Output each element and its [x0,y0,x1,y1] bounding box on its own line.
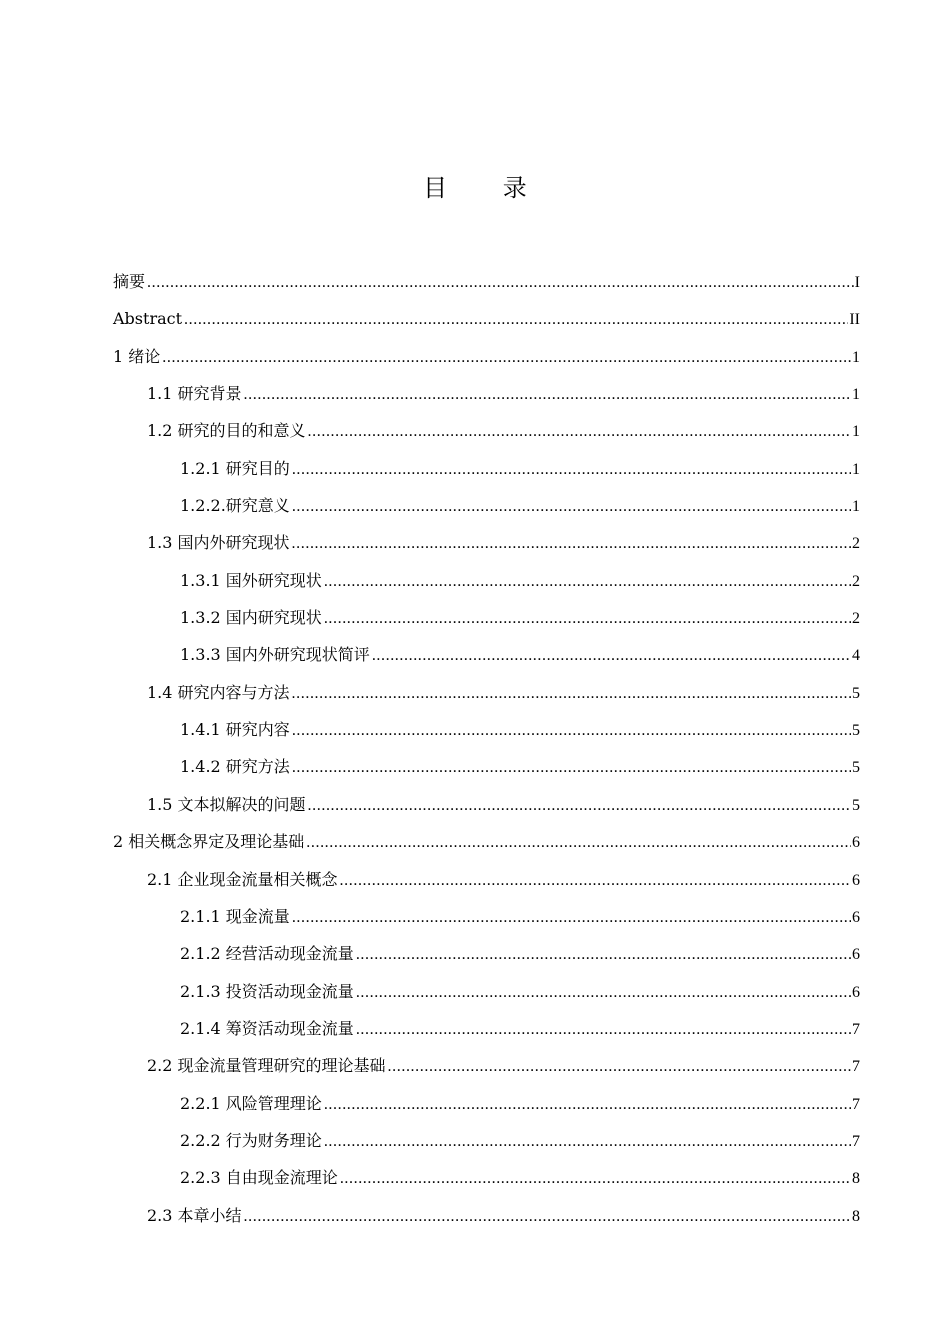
page-title: 目 录 [423,174,551,202]
toc-leader-dots [292,749,851,786]
toc-entry-page-number: 5 [852,684,860,702]
toc-entry-page-number: 5 [852,759,860,777]
toc-entry-page-number: 2 [852,610,860,628]
toc-entry-page-number: 6 [852,834,860,852]
toc-entry-page-number: 1 [852,423,860,441]
toc-leader-dots [306,824,851,861]
toc-entry[interactable] [113,450,860,487]
toc-entry[interactable] [113,375,860,412]
toc-entry-page-number: 6 [852,908,860,926]
toc-leader-dots [340,862,851,899]
toc-entry-title: 2.3 本章小结 [147,1205,242,1225]
toc-entry[interactable] [113,1122,860,1159]
toc-leader-dots [162,339,851,376]
toc-entry[interactable] [113,338,860,375]
toc-entry[interactable] [113,898,860,935]
toc-entry-title: 1.2 研究的目的和意义 [147,421,306,441]
toc-entry-page-number: 7 [852,1095,860,1113]
toc-entry-title: 2.1.2 经营活动现金流量 [180,944,354,964]
toc-entry[interactable] [113,1159,860,1196]
toc-entry-page-number: 2 [852,535,860,553]
toc-entry-page-number: 1 [852,386,860,404]
toc-entry-page-number: 5 [852,796,860,814]
toc-entry-title: 2.2.1 风险管理理论 [180,1093,322,1113]
toc-leader-dots [324,600,851,637]
toc-entry[interactable] [113,1197,860,1234]
toc-entry-title: 2.2.2 行为财务理论 [180,1130,322,1150]
toc-entry-title: 1.4.2 研究方法 [180,757,290,777]
toc-entry[interactable] [113,861,860,898]
toc-entry-title: 1.3 国内外研究现状 [147,533,290,553]
toc-leader-dots [184,301,848,338]
toc-leader-dots [356,936,851,973]
toc-entry-page-number: 4 [852,647,860,665]
toc-entry[interactable] [113,711,860,748]
toc-leader-dots [356,1011,851,1048]
toc-entry-page-number: 8 [852,1170,860,1188]
toc-leader-dots [292,451,851,488]
toc-leader-dots [324,1086,851,1123]
toc-entry-title: Abstract [113,309,183,329]
toc-entry-title: 1.1 研究背景 [147,384,242,404]
toc-leader-dots [292,525,851,562]
toc-entry-page-number: 6 [852,983,860,1001]
toc-leader-dots [147,264,854,301]
toc-entry-page-number: 1 [852,460,860,478]
toc-entry[interactable] [113,935,860,972]
toc-entry-page-number: 7 [852,1020,860,1038]
toc-entry-title: 1.2.1 研究目的 [180,458,290,478]
toc-leader-dots [292,488,851,525]
toc-entry-page-number: 2 [852,572,860,590]
toc-entry[interactable] [113,1047,860,1084]
toc-entry[interactable] [113,786,860,823]
toc-leader-dots [244,376,851,413]
toc-entry[interactable] [113,1085,860,1122]
toc-entry[interactable] [113,562,860,599]
toc-leader-dots [292,712,851,749]
toc-entry-title: 1.4.1 研究内容 [180,720,290,740]
toc-entry[interactable] [113,973,860,1010]
toc-entry-title: 1 绪论 [113,346,161,366]
toc-entry-title: 1.3.2 国内研究现状 [180,608,322,628]
toc-entry[interactable] [113,748,860,785]
toc-leader-dots [292,675,851,712]
toc-entry-title: 1.4 研究内容与方法 [147,682,290,702]
toc-entry[interactable] [113,823,860,860]
toc-entry-page-number: 7 [852,1132,860,1150]
toc-entry-page-number: I [854,274,860,291]
toc-entry-page-number: 5 [852,722,860,740]
toc-entry-page-number: 6 [852,946,860,964]
toc-leader-dots [292,899,851,936]
toc-entry-title: 2 相关概念界定及理论基础 [113,832,305,852]
toc-entry-page-number: 7 [852,1058,860,1076]
toc-entry-title: 2.1.3 投资活动现金流量 [180,981,354,1001]
toc-leader-dots [308,413,851,450]
toc-leader-dots [244,1198,851,1235]
toc-entry-title: 摘要 [113,272,146,291]
toc-entry-title: 2.1 企业现金流量相关概念 [147,869,338,889]
toc-leader-dots [388,1048,851,1085]
toc-entry-title: 2.1.1 现金流量 [180,906,290,926]
toc-entry[interactable] [113,487,860,524]
toc-entry[interactable] [113,412,860,449]
toc-leader-dots [340,1160,851,1197]
toc-leader-dots [324,1123,851,1160]
toc-entry-title: 2.2 现金流量管理研究的理论基础 [147,1056,386,1076]
toc-entry[interactable] [113,636,860,673]
toc-entry[interactable] [113,263,860,300]
toc-entry-title: 2.1.4 筹资活动现金流量 [180,1018,354,1038]
toc-entry-title: 1.5 文本拟解决的问题 [147,794,306,814]
toc-leader-dots [308,787,851,824]
toc-leader-dots [324,563,851,600]
toc-entry[interactable] [113,1010,860,1047]
toc-entry[interactable] [113,674,860,711]
toc-entry-title: 1.3.1 国外研究现状 [180,570,322,590]
toc-entry-page-number: 1 [852,498,860,516]
toc-leader-dots [372,637,851,674]
table-of-contents [113,263,860,1234]
toc-entry-page-number: 1 [852,348,860,366]
toc-leader-dots [356,974,851,1011]
toc-entry-page-number: 6 [852,871,860,889]
toc-entry-page-number: 8 [852,1207,860,1225]
toc-entry-title: 1.2.2.研究意义 [180,496,290,516]
toc-entry-page-number: II [849,311,860,329]
toc-entry[interactable] [113,599,860,636]
toc-entry-title: 2.2.3 自由现金流理论 [180,1168,338,1188]
toc-entry-title: 1.3.3 国内外研究现状简评 [180,645,370,665]
toc-entry[interactable] [113,524,860,561]
toc-entry[interactable] [113,300,860,337]
